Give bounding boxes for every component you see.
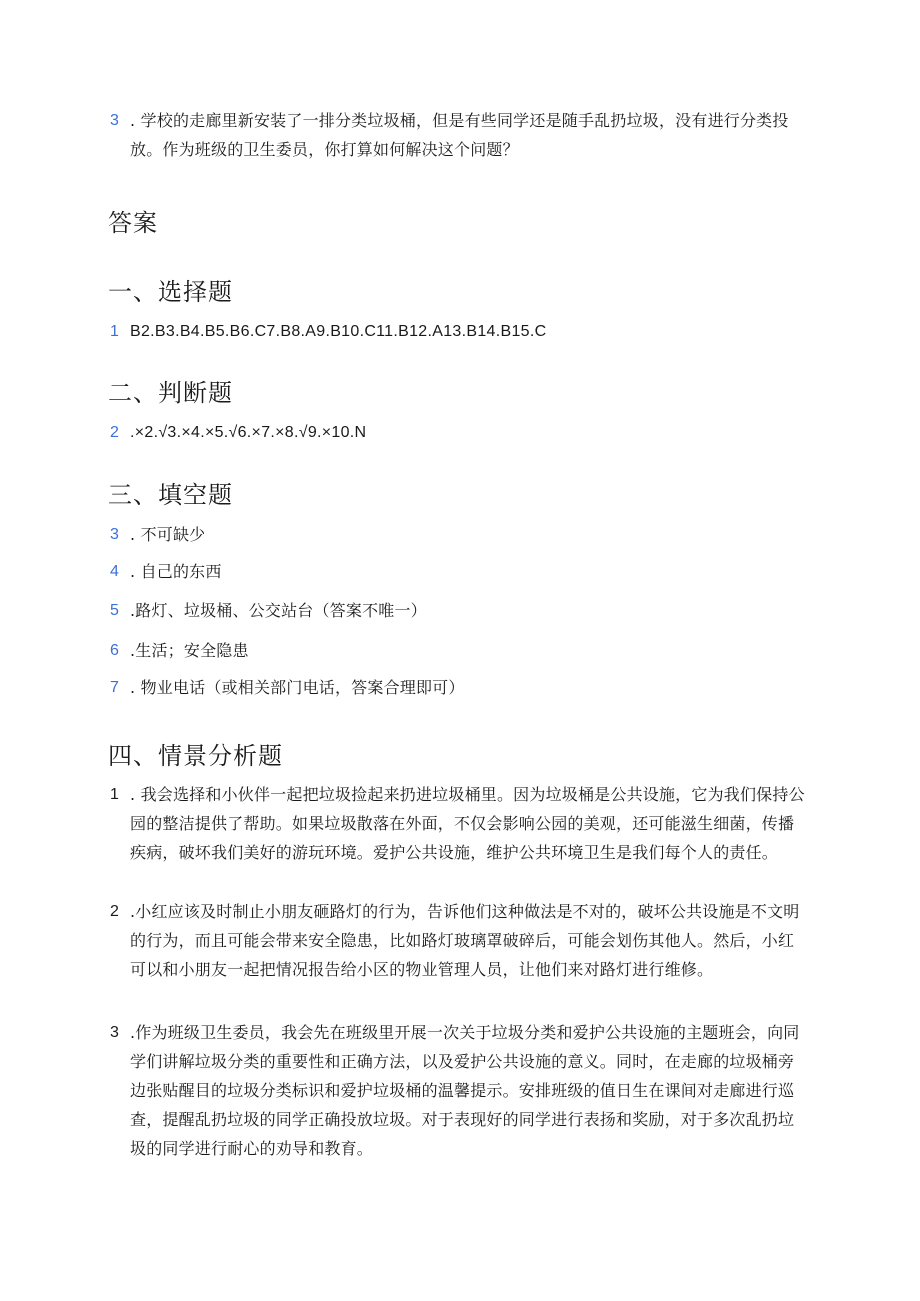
item-number: 7 xyxy=(110,679,119,696)
scenario-answers xyxy=(110,897,810,984)
item-text: . 我会选择和小伙伴一起把垃圾捡起来扔进垃圾桶里。因为垃圾桶是公共设施，它为我们保持公园的整洁提供了帮助。如果垃圾散落在外面，不仅会影响公园的美观，还可能滋生细菌，传播疾病，破坏我们美好的游玩环境。爱护公共设施，维护公共环境卫生是我们每个人的责任。 xyxy=(130,785,805,862)
list-item xyxy=(110,520,810,549)
item-number: 6 xyxy=(110,642,119,659)
item-number: 3 xyxy=(110,1024,119,1041)
list-item xyxy=(110,557,810,586)
judge-answers xyxy=(110,418,810,447)
item-text: .作为班级卫生委员，我会先在班级里开展一次关于垃圾分类和爱护公共设施的主题班会，向同学们讲解垃圾分类的重要性和正确方法，以及爱护公共设施的意义。同时，在走廊的垃圾桶旁边张贴醒目的垃圾分类标识和爱护垃圾桶的温馨提示。安排班级的值日生在课间对走廊进行巡查，提醒乱扔垃圾的同学正确投放垃圾。对于表现好的同学进行表扬和奖励，对于多次乱扔垃圾的同学进行耐心的劝导和教育。 xyxy=(130,1023,800,1158)
list-item xyxy=(110,673,810,702)
choice-answers xyxy=(110,317,810,346)
item-number: 4 xyxy=(110,563,119,580)
item-text: . 不可缺少 xyxy=(130,525,206,544)
list-item xyxy=(110,418,810,447)
section-title-judge: 二、判断题 xyxy=(108,379,233,407)
list-item xyxy=(110,596,810,625)
list-item xyxy=(110,897,810,984)
fill-answers xyxy=(110,673,810,702)
item-text: B2.B3.B4.B5.B6.C7.B8.A9.B10.C11.B12.A13.B14.B15.C xyxy=(130,323,547,340)
item-text: .×2.√3.×4.×5.√6.×7.×8.√9.×10.N xyxy=(130,424,367,441)
item-number: 2 xyxy=(110,903,119,920)
item-number: 1 xyxy=(110,786,119,803)
section-title-choice: 一、选择题 xyxy=(108,278,233,306)
section-title-scenario: 四、情景分析题 xyxy=(108,742,283,770)
answer-title: 答案 xyxy=(108,209,158,237)
item-number: 3 xyxy=(110,526,119,543)
item-text: . 自己的东西 xyxy=(130,562,222,581)
intro-question xyxy=(110,106,810,164)
fill-answers xyxy=(110,596,810,625)
list-item xyxy=(110,780,810,867)
item-number: 2 xyxy=(110,424,119,441)
fill-answers xyxy=(110,520,810,549)
list-item xyxy=(110,1018,810,1163)
item-text: .路灯、垃圾桶、公交站台（答案不唯一） xyxy=(130,601,427,620)
item-text: .生活；安全隐患 xyxy=(130,641,249,660)
list-item xyxy=(110,636,810,665)
scenario-answers xyxy=(110,1018,810,1163)
question-item xyxy=(110,106,810,164)
item-text: .小红应该及时制止小朋友砸路灯的行为，告诉他们这种做法是不对的，破坏公共设施是不文明的行为，而且可能会带来安全隐患，比如路灯玻璃罩破碎后，可能会划伤其他人。然后，小红可以和小朋友一起把情况报告给小区的物业管理人员，让他们来对路灯进行维修。 xyxy=(130,902,800,979)
scenario-answers xyxy=(110,780,810,867)
section-title-fill: 三、填空题 xyxy=(108,481,233,509)
item-number: 1 xyxy=(110,323,119,340)
item-number: 5 xyxy=(110,602,119,619)
question-text: . 学校的走廊里新安装了一排分类垃圾桶，但是有些同学还是随手乱扔垃圾，没有进行分类投放。作为班级的卫生委员，你打算如何解决这个问题？ xyxy=(130,111,789,159)
fill-answers xyxy=(110,636,810,665)
fill-answers xyxy=(110,557,810,586)
list-item xyxy=(110,317,810,346)
question-number: 3 xyxy=(110,112,119,129)
item-text: . 物业电话（或相关部门电话，答案合理即可） xyxy=(130,678,465,697)
